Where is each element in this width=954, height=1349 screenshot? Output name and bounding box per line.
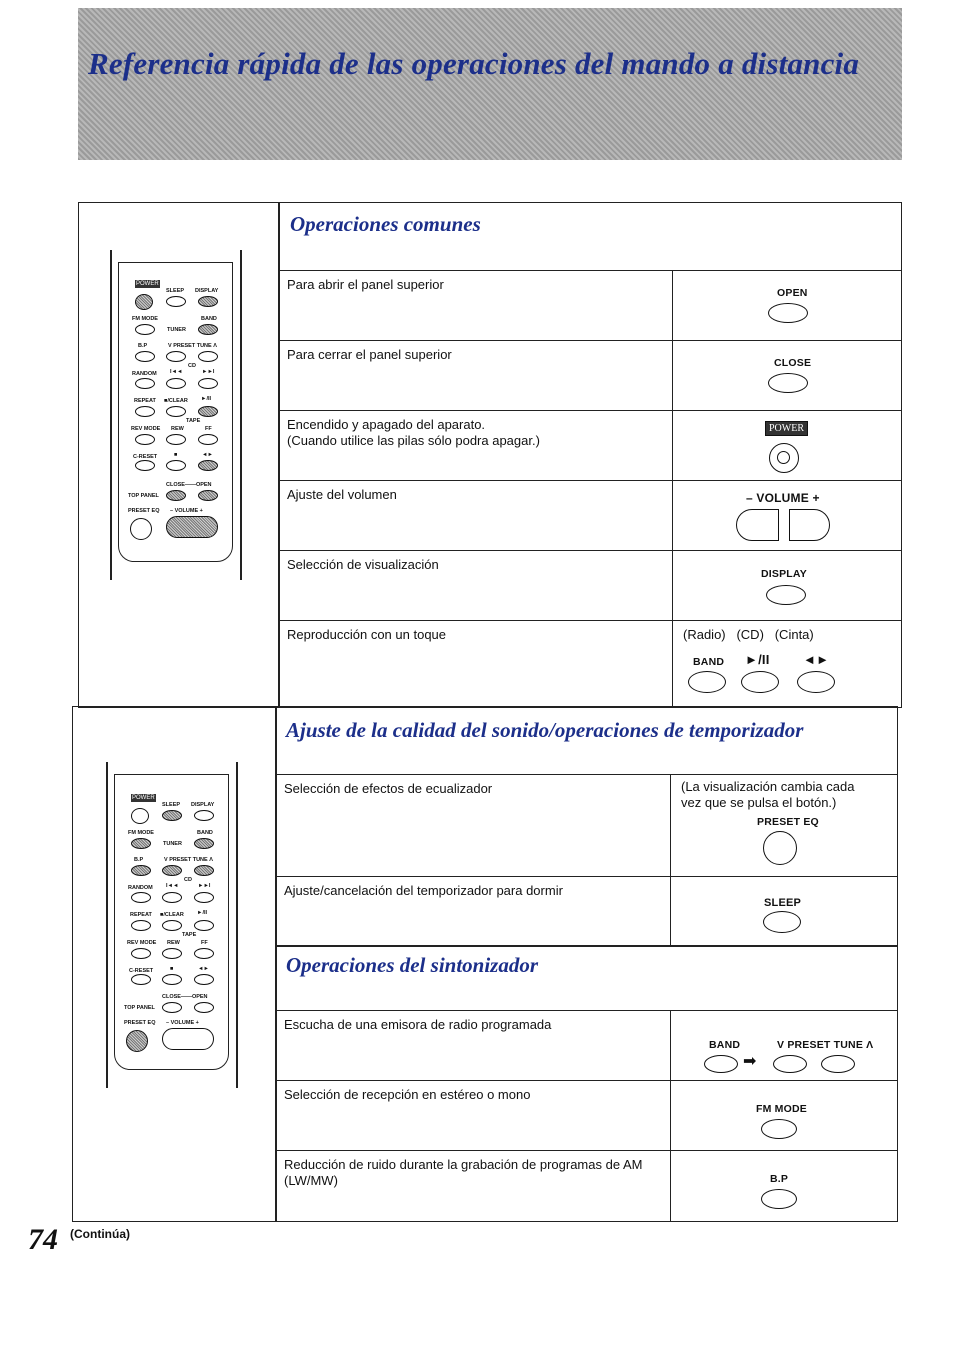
remote-button [194, 948, 214, 959]
row-desc: Encendido y apagado del aparato. (Cuando utilice las pilas sólo podra apagar.) [287, 417, 540, 448]
remote-button [131, 865, 151, 876]
bp-label: B.P [770, 1173, 789, 1185]
remote-button [162, 865, 182, 876]
table-row [279, 620, 901, 708]
remote-power-button [131, 808, 149, 824]
remote-button [162, 1002, 182, 1013]
bp-button[interactable] [761, 1189, 797, 1209]
remote-button [166, 351, 186, 362]
page-title: Referencia rápida de las operaciones del mando a distancia [88, 46, 860, 81]
remote-button [162, 892, 182, 903]
remote-label: TAPE [186, 418, 201, 424]
remote-display-button [198, 296, 218, 307]
remote-label: ■ [170, 966, 174, 972]
row-desc: Para abrir el panel superior [287, 277, 444, 292]
remote-label: – VOLUME + [166, 1020, 199, 1026]
remote-label: ■/CLEAR [160, 912, 184, 918]
remote-label: TUNER [163, 841, 182, 847]
table-row [279, 550, 901, 620]
remote-volume [166, 516, 218, 538]
power-button[interactable] [769, 443, 799, 473]
remote-button [194, 974, 214, 985]
remote-button [194, 892, 214, 903]
remote-label: REPEAT [130, 912, 152, 918]
remote-button [162, 974, 182, 985]
section-title-sound: Ajuste de la calidad del sonido/operaciones de temporizador [286, 718, 804, 742]
row-desc: Selección de visualización [287, 557, 439, 572]
remote-button [135, 378, 155, 389]
row-desc: Selección de recepción en estéreo o mono [284, 1087, 531, 1102]
table-row [279, 340, 901, 410]
remote-label: FM MODE [132, 316, 158, 322]
fm-mode-button[interactable] [761, 1119, 797, 1139]
remote-button [194, 1002, 214, 1013]
table-row [276, 774, 898, 876]
remote-power-button [135, 294, 153, 310]
remote-label: ◄► [202, 452, 213, 458]
remote-label: ►►I [198, 883, 211, 889]
remote-label: ►►I [202, 369, 215, 375]
remote-label: ►/II [201, 396, 212, 402]
remote-display-button [194, 810, 214, 821]
one-touch-note: (Radio) (CD) (Cinta) [683, 627, 814, 642]
remote-button [131, 892, 151, 903]
remote-button [198, 378, 218, 389]
remote-sleep-button [162, 810, 182, 821]
remote-label: RANDOM [128, 885, 153, 891]
remote-label: ►/II [197, 910, 208, 916]
section-title-common: Operaciones comunes [290, 212, 481, 236]
sleep-label: SLEEP [764, 897, 802, 909]
remote-label: DISPLAY [191, 802, 215, 808]
remote-button [135, 406, 155, 417]
remote-label: FM MODE [128, 830, 154, 836]
row-desc: Escucha de una emisora de radio programada [284, 1017, 552, 1032]
remote-label: ◄► [198, 966, 209, 972]
remote-label: B.P [134, 857, 144, 863]
preset-eq-button[interactable] [763, 831, 797, 865]
row-desc: Reproducción con un toque [287, 627, 447, 642]
preset-eq-label: PRESET EQ [757, 816, 819, 828]
table-row [276, 1150, 898, 1222]
remote-button [194, 920, 214, 931]
volume-rocker[interactable] [736, 509, 830, 541]
remote-label: REPEAT [134, 398, 156, 404]
band-label: BAND [709, 1039, 741, 1051]
remote-label: PRESET EQ [124, 1020, 156, 1026]
remote-label: SLEEP [166, 288, 185, 294]
table-row [279, 480, 901, 550]
remote-volume [162, 1028, 214, 1050]
remote-label: CD [188, 363, 196, 369]
remote-label: I◄◄ [166, 883, 179, 889]
remote-button [166, 406, 186, 417]
close-button[interactable] [768, 373, 808, 393]
remote-label: I◄◄ [170, 369, 183, 375]
remote-button [135, 324, 155, 335]
remote-label: REW [167, 940, 180, 946]
remote-button [198, 434, 218, 445]
page-number: 74 [28, 1223, 58, 1256]
table-row [276, 876, 898, 946]
tape-play-button[interactable] [797, 671, 835, 693]
fm-mode-label: FM MODE [756, 1103, 807, 1115]
remote-button [198, 324, 218, 335]
band-button[interactable] [704, 1055, 738, 1073]
remote-button [135, 460, 155, 471]
preset-tune-up-button[interactable] [821, 1055, 855, 1073]
section-title-tuner: Operaciones del sintonizador [286, 953, 539, 977]
remote-label: TAPE [182, 932, 197, 938]
remote-label: TOP PANEL [124, 1005, 155, 1011]
remote-label: FF [201, 940, 208, 946]
remote-button [166, 460, 186, 471]
remote-power-label: POWER [132, 795, 155, 801]
table-row [279, 270, 901, 340]
remote-button [135, 351, 155, 362]
display-button[interactable] [766, 585, 806, 605]
remote-label: BAND [197, 830, 213, 836]
remote-button [135, 434, 155, 445]
remote-label: SLEEP [162, 802, 181, 808]
remote-label: RANDOM [132, 371, 157, 377]
remote-label: DISPLAY [195, 288, 219, 294]
remote-label: – VOLUME + [170, 508, 203, 514]
open-label: OPEN [777, 287, 808, 299]
remote-label: CLOSE——OPEN [162, 994, 208, 1000]
remote-button [166, 434, 186, 445]
section-rule [276, 945, 898, 947]
remote-button [162, 948, 182, 959]
power-label: POWER [765, 421, 808, 436]
remote-button [198, 406, 218, 417]
table-row [279, 410, 901, 480]
remote-button [131, 920, 151, 931]
remote-button [166, 378, 186, 389]
volume-label: – VOLUME + [746, 491, 820, 505]
remote-label: TOP PANEL [128, 493, 159, 499]
remote-label: REV MODE [131, 426, 161, 432]
remote-label: PRESET EQ [128, 508, 160, 514]
table-row [276, 1080, 898, 1150]
remote-label: REV MODE [127, 940, 157, 946]
band-button[interactable] [688, 671, 726, 693]
remote-label: ■/CLEAR [164, 398, 188, 404]
eq-note: (La visualización cambia cada vez que se pulsa el botón.) [681, 779, 855, 810]
play-pause-button[interactable] [741, 671, 779, 693]
remote-button [194, 838, 214, 849]
remote-button [130, 518, 152, 540]
band-label: BAND [693, 656, 725, 668]
row-desc: Selección de efectos de ecualizador [284, 781, 493, 796]
power-icon [777, 451, 790, 464]
remote-label: TUNER [167, 327, 186, 333]
remote-sleep-button [166, 296, 186, 307]
continued-note: (Continúa) [70, 1227, 130, 1241]
remote-label: CD [184, 877, 192, 883]
remote-button [131, 948, 151, 959]
remote-label: FF [205, 426, 212, 432]
remote-label: V PRESET TUNE Λ [168, 343, 217, 349]
arrow-right-icon: ➡ [743, 1053, 757, 1070]
remote-label: C-RESET [129, 968, 154, 974]
remote-power-label: POWER [136, 281, 159, 287]
remote-label: ■ [174, 452, 178, 458]
row-desc: Para cerrar el panel superior [287, 347, 452, 362]
remote-label: C-RESET [133, 454, 158, 460]
remote-button [198, 351, 218, 362]
table-row [276, 1010, 898, 1080]
remote-label: V PRESET TUNE Λ [164, 857, 213, 863]
remote-button [194, 865, 214, 876]
play-pause-label: ►/II [745, 652, 770, 667]
remote-button [198, 490, 218, 501]
remote-button [126, 1030, 148, 1052]
display-label: DISPLAY [761, 568, 807, 580]
remote-button [162, 920, 182, 931]
close-label: CLOSE [774, 357, 812, 369]
row-desc: Ajuste/cancelación del temporizador para dormir [284, 883, 563, 898]
remote-button [131, 974, 151, 985]
volume-divider [778, 509, 790, 541]
remote-button [166, 490, 186, 501]
remote-label: REW [171, 426, 184, 432]
remote-label: CLOSE——OPEN [166, 482, 212, 488]
remote-label: B.P [138, 343, 148, 349]
row-desc: Ajuste del volumen [287, 487, 397, 502]
remote-button [131, 838, 151, 849]
row-desc: Reducción de ruido durante la grabación de programas de AM (LW/MW) [284, 1157, 643, 1188]
remote-button [198, 460, 218, 471]
preset-tune-label: V PRESET TUNE Λ [777, 1039, 874, 1051]
sleep-button[interactable] [763, 911, 801, 933]
title-banner [78, 8, 902, 160]
preset-tune-down-button[interactable] [773, 1055, 807, 1073]
open-button[interactable] [768, 303, 808, 323]
remote-label: BAND [201, 316, 217, 322]
tape-play-label: ◄► [803, 652, 830, 667]
